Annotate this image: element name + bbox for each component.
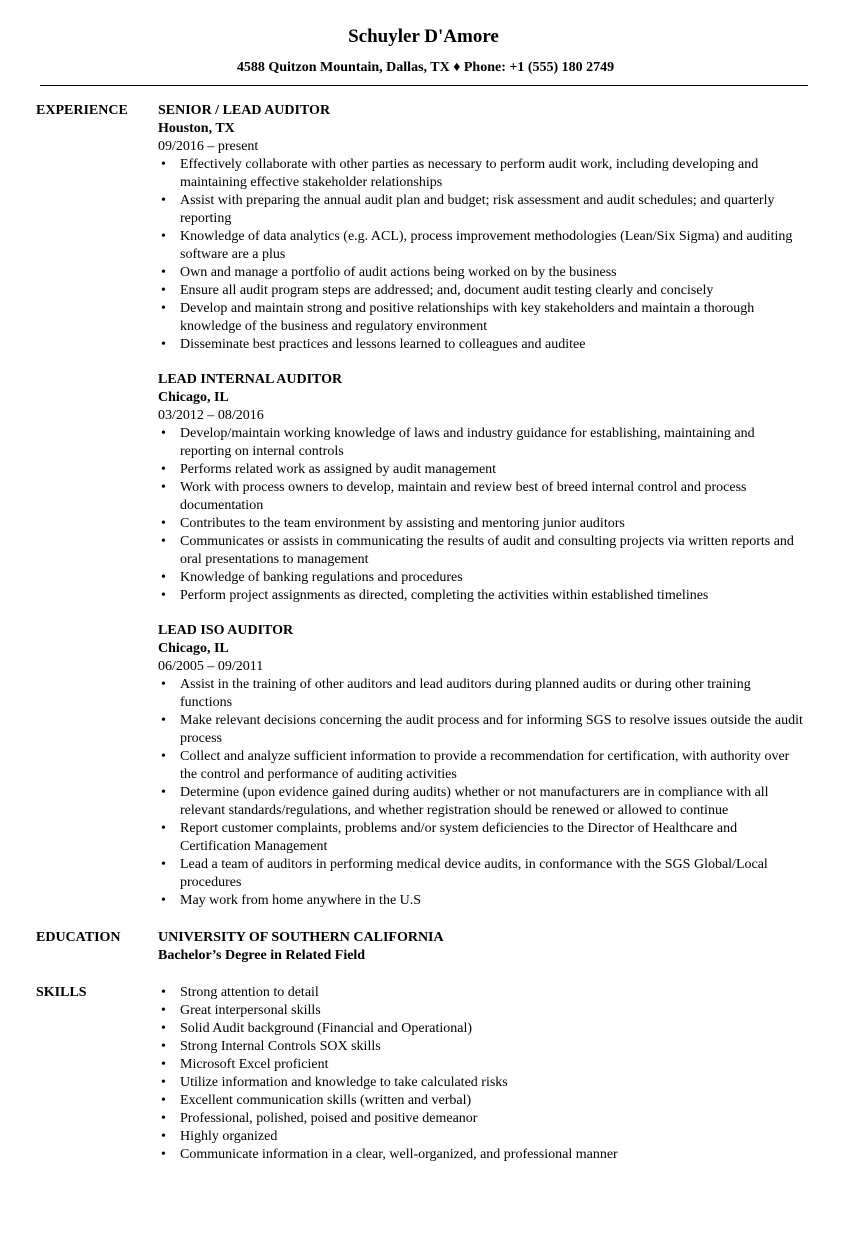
bullet-item: • Effectively collaborate with other parties as necessary to perform audit work, including developing and maintaining effective stakeholder relationships — [158, 156, 805, 192]
job-location: Houston, TX — [158, 121, 235, 136]
bullet-item: • Own and manage a portfolio of audit actions being worked on by the business — [158, 264, 805, 282]
job-location: Chicago, IL — [158, 641, 229, 656]
experience-section — [36, 102, 805, 910]
skill-item: • Strong attention to detail — [158, 984, 805, 1002]
skill-item: • Great interpersonal skills — [158, 1002, 805, 1020]
skill-item: • Professional, polished, poised and positive demeanor — [158, 1110, 805, 1128]
skill-item: • Communicate information in a clear, well-organized, and professional manner — [158, 1146, 805, 1164]
bullet-item: • Assist in the training of other auditors and lead auditors during planned audits or during other training functions — [158, 676, 805, 712]
job-dates: 06/2005 – 09/2011 — [158, 659, 264, 674]
resume-header — [36, 0, 805, 86]
bullet-item: • Communicates or assists in communicating the results of audit and consulting projects via written reports and oral presentations to management — [158, 533, 805, 569]
school-name: UNIVERSITY OF SOUTHERN CALIFORNIA — [158, 930, 444, 945]
skill-item: • Microsoft Excel proficient — [158, 1056, 805, 1074]
bullet-item: • Perform project assignments as directed, completing the activities within established timelines — [158, 587, 805, 605]
bullet-item: • Knowledge of banking regulations and procedures — [158, 569, 805, 587]
header-divider — [40, 85, 808, 86]
job-dates: 09/2016 – present — [158, 139, 259, 154]
bullet-item: • Ensure all audit program steps are addressed; and, document audit testing clearly and concisely — [158, 282, 805, 300]
bullet-item: • Disseminate best practices and lessons learned to colleagues and auditee — [158, 336, 805, 354]
contact-line: 4588 Quitzon Mountain, Dallas, TX ♦ Phone: +1 (555) 180 2749 — [236, 60, 615, 75]
bullet-item: • Work with process owners to develop, maintain and review best of breed internal control and process documentation — [158, 479, 805, 515]
job-bullets — [158, 676, 805, 910]
skills-section — [36, 984, 805, 1164]
bullet-item: • May work from home anywhere in the U.S — [158, 892, 805, 910]
job-location: Chicago, IL — [158, 390, 229, 405]
skills-list — [158, 984, 805, 1164]
skill-item: • Excellent communication skills (written and verbal) — [158, 1092, 805, 1110]
skill-item: • Solid Audit background (Financial and Operational) — [158, 1020, 805, 1038]
job-dates: 03/2012 – 08/2016 — [158, 408, 264, 423]
bullet-item: • Contributes to the team environment by assisting and mentoring junior auditors — [158, 515, 805, 533]
job-title: SENIOR / LEAD AUDITOR — [158, 103, 331, 118]
bullet-item: • Determine (upon evidence gained during audits) whether or not manufacturers are in compliance with all relevant standards/regulations, and whether registration should be renewed or allowed to continue — [158, 784, 805, 820]
education-section — [36, 929, 805, 965]
education-body — [158, 929, 805, 965]
job-entry — [158, 102, 805, 354]
skill-item: • Highly organized — [158, 1128, 805, 1146]
degree: Bachelor’s Degree in Related Field — [158, 948, 366, 963]
skills-body — [158, 984, 805, 1164]
skill-item: • Strong Internal Controls SOX skills — [158, 1038, 805, 1056]
bullet-item: • Knowledge of data analytics (e.g. ACL), process improvement methodologies (Lean/Six Sigma) and auditing software are a plus — [158, 228, 805, 264]
bullet-item: • Report customer complaints, problems and/or system deficiencies to the Director of Healthcare and Certification Management — [158, 820, 805, 856]
job-entry — [158, 622, 805, 910]
bullet-item: • Performs related work as assigned by audit management — [158, 461, 805, 479]
bullet-item: • Lead a team of auditors in performing medical device audits, in conformance with the SGS Global/Local procedures — [158, 856, 805, 892]
job-entry — [158, 371, 805, 605]
section-label: EDUCATION — [36, 930, 121, 945]
job-bullets — [158, 156, 805, 354]
bullet-item: • Develop and maintain strong and positive relationships with key stakeholders and maintain a thorough knowledge of the business and regulatory environment — [158, 300, 805, 336]
job-title: LEAD ISO AUDITOR — [158, 623, 294, 638]
section-label: SKILLS — [36, 985, 87, 1000]
candidate-name: Schuyler D'Amore — [348, 26, 499, 47]
bullet-item: • Collect and analyze sufficient information to provide a recommendation for certification, with authority over the control and performance of auditing activities — [158, 748, 805, 784]
bullet-item: • Make relevant decisions concerning the audit process and for informing SGS to resolve issues outside the audit process — [158, 712, 805, 748]
skill-item: • Utilize information and knowledge to take calculated risks — [158, 1074, 805, 1092]
bullet-item: • Assist with preparing the annual audit plan and budget; risk assessment and audit schedules; and quarterly reporting — [158, 192, 805, 228]
job-bullets — [158, 425, 805, 605]
experience-body — [158, 102, 805, 910]
section-label: EXPERIENCE — [36, 103, 128, 118]
bullet-item: • Develop/maintain working knowledge of laws and industry guidance for establishing, maintaining and reporting on internal controls — [158, 425, 805, 461]
job-title: LEAD INTERNAL AUDITOR — [158, 372, 343, 387]
